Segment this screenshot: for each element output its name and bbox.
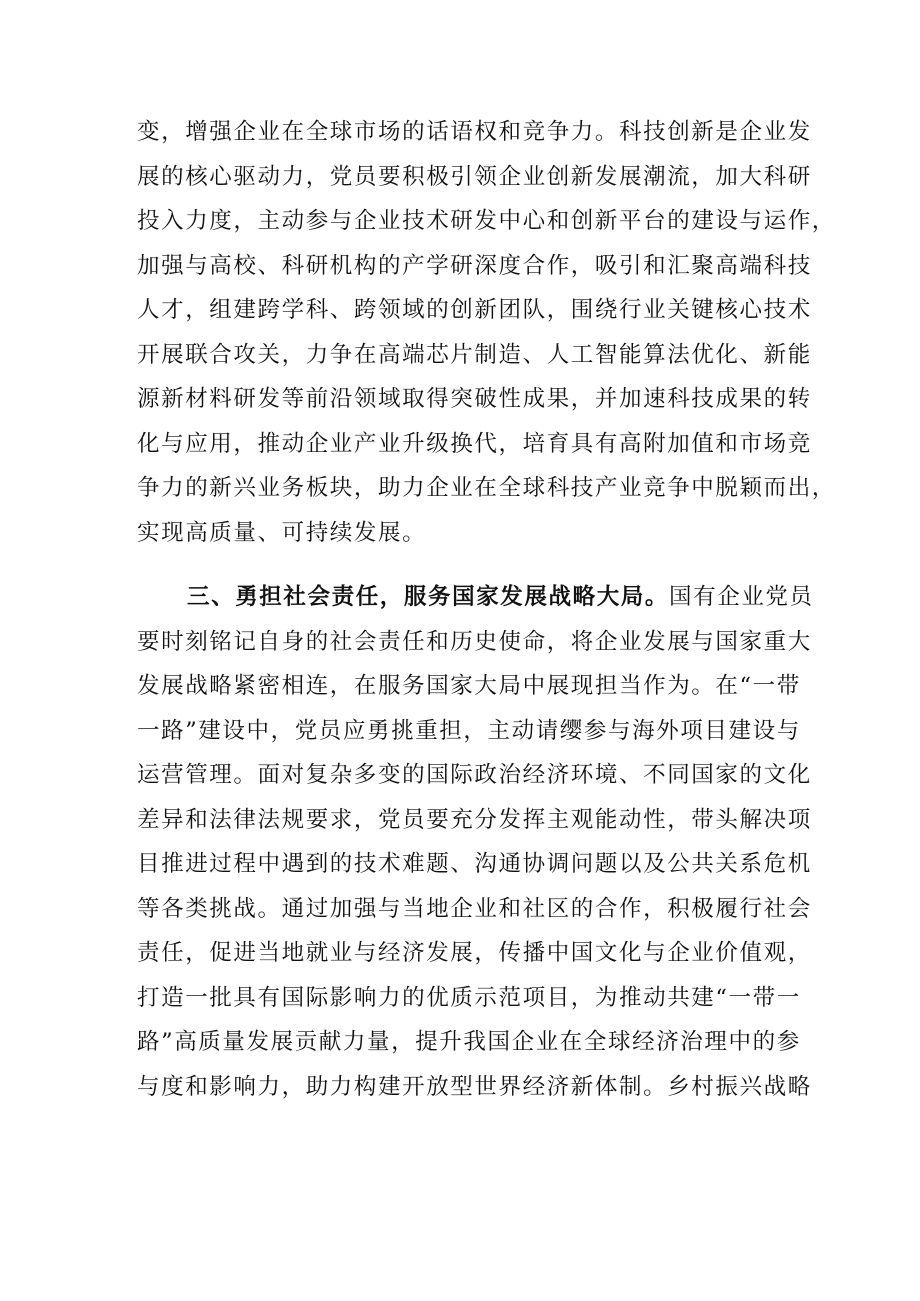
paragraph-tech-innovation xyxy=(137,110,836,555)
text-line: 投入力度，主动参与企业技术研发中心和创新平台的建设与运作， xyxy=(137,208,836,234)
text-line: 开展联合攻关，力争在高端芯片制造、人工智能算法优化、新能 xyxy=(137,341,812,368)
text-line: 责任，促进当地就业与经济发展，传播中国文化与企业价值观， xyxy=(137,940,812,966)
text-line: 人才，组建跨学科、跨领域的创新团队，围绕行业关键核心技术 xyxy=(137,297,812,323)
paragraph-first-line xyxy=(137,575,814,620)
text-line: 打造一批具有国际影响力的优质示范项目，为推动共建“一带一 xyxy=(137,984,801,1011)
text-line: 化与应用，推动企业产业升级换代，培育具有高附加值和市场竞 xyxy=(137,430,812,457)
text-line: 运营管理。面对复杂多变的国际政治经济环境、不同国家的文化 xyxy=(137,762,812,788)
text-line: 目推进过程中遇到的技术难题、沟通协调问题以及公共关系危机 xyxy=(137,851,812,877)
text-line: 变，增强企业在全球市场的话语权和竞争力。科技创新是企业发 xyxy=(137,119,812,145)
paragraph-spacer xyxy=(137,555,785,575)
document-body xyxy=(137,110,836,1109)
text-line: 发展战略紧密相连，在服务国家大局中展现担当作为。在“一带 xyxy=(137,673,801,699)
text-line: 争力的新兴业务板块，助力企业在全球科技产业竞争中脱颖而出， xyxy=(137,475,836,501)
text-line: 差异和法律法规要求，党员要充分发挥主观能动性，带头解决项 xyxy=(137,806,812,833)
text-line: 路”高质量发展贡献力量，提升我国企业在全球经济治理中的参 xyxy=(137,1029,801,1055)
text-line: 实现高质量、可持续发展。 xyxy=(137,519,427,546)
text-line: 与度和影响力，助力构建开放型世界经济新体制。乡村振兴战略 xyxy=(137,1073,812,1100)
text-line: 等各类挑战。通过加强与当地企业和社区的合作，积极履行社会 xyxy=(137,895,812,922)
paragraph-social-responsibility xyxy=(137,575,814,1109)
text-line: 展的核心驱动力，党员要积极引领企业创新发展潮流，加大科研 xyxy=(137,163,812,190)
text-line: 源新材料研发等前沿领域取得突破性成果，并加速科技成果的转 xyxy=(137,386,812,412)
section-heading: 三、勇担社会责任，服务国家发展战略大局。 xyxy=(187,584,670,610)
text-line: 一路”建设中，党员应勇挑重担，主动请缨参与海外项目建设与 xyxy=(137,717,801,744)
heading-line-continuation: 国有企业党员 xyxy=(669,584,814,610)
text-line: 加强与高校、科研机构的产学研深度合作，吸引和汇聚高端科技 xyxy=(137,252,812,279)
text-line: 要时刻铭记自身的社会责任和历史使命，将企业发展与国家重大 xyxy=(137,628,812,655)
